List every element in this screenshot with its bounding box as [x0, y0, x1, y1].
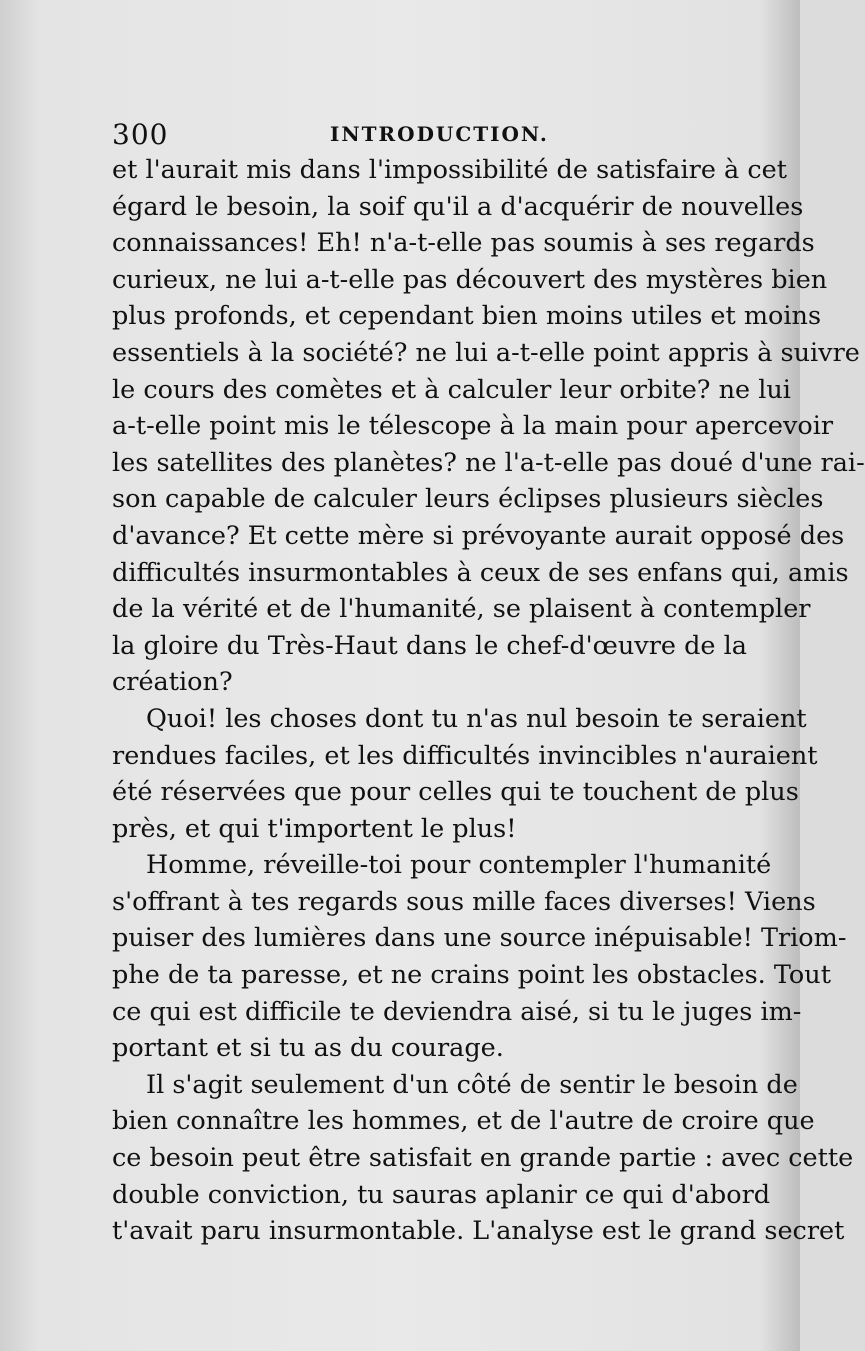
text-line: s'offrant à tes regards sous mille faces diverses! Viens	[112, 886, 816, 917]
text-line: de la vérité et de l'humanité, se plaisent à contempler	[112, 594, 811, 625]
text-line: essentiels à la société? ne lui a-t-elle point appris à suivre	[112, 337, 860, 368]
page-number: 300	[112, 118, 169, 151]
text-line: phe de ta paresse, et ne crains point les obstacles. Tout	[112, 960, 831, 991]
text-line: puiser des lumières dans une source inépuisable! Triom-	[112, 923, 847, 954]
text-line: été réservées que pour celles qui te touchent de plus	[112, 777, 799, 808]
text-line: ce besoin peut être satisfait en grande partie : avec cette	[112, 1143, 854, 1174]
text-line: plus profonds, et cependant bien moins utiles et moins	[112, 301, 822, 332]
text-line: les satellites des planètes? ne l'a-t-elle pas doué d'une rai-	[112, 447, 865, 478]
text-line: t'avait paru insurmontable. L'analyse est le grand secret	[112, 1216, 845, 1247]
text-line: près, et qui t'importent le plus!	[112, 813, 517, 844]
text-line: création?	[112, 667, 233, 698]
text-line: portant et si tu as du courage.	[112, 1033, 504, 1064]
text-line: a-t-elle point mis le télescope à la main pour apercevoir	[112, 411, 834, 442]
text-line: et l'aurait mis dans l'impossibilité de satisfaire à cet	[112, 155, 787, 185]
text-line: difficultés insurmontables à ceux de ses enfans qui, amis	[112, 557, 849, 588]
text-line: double conviction, tu sauras aplanir ce qui d'abord	[112, 1179, 771, 1210]
text-line: la gloire du Très-Haut dans le chef-d'œuvre de la	[112, 630, 747, 661]
text-line: rendues faciles, et les difficultés invincibles n'auraient	[112, 740, 818, 771]
text-line: curieux, ne lui a-t-elle pas découvert des mystères bien	[112, 264, 828, 295]
text-line: bien connaître les hommes, et de l'autre de croire que	[112, 1106, 815, 1137]
text-line: son capable de calculer leurs éclipses plusieurs siècles	[112, 484, 824, 515]
text-line: Il s'agit seulement d'un côté de sentir le besoin de	[146, 1069, 798, 1100]
text-line: ce qui est difficile te deviendra aisé, si tu le juges im-	[112, 996, 802, 1027]
text-line: connaissances! Eh! n'a-t-elle pas soumis à ses regards	[112, 228, 815, 259]
text-line: Quoi! les choses dont tu n'as nul besoin te seraient	[146, 703, 807, 734]
page-header	[112, 118, 732, 151]
text-line: le cours des comètes et à calculer leur orbite? ne lui	[112, 374, 791, 405]
text-line: Homme, réveille-toi pour contempler l'humanité	[146, 850, 772, 881]
body-text	[112, 152, 865, 1250]
running-head: INTRODUCTION.	[330, 122, 549, 146]
text-line: d'avance? Et cette mère si prévoyante aurait opposé des	[112, 520, 845, 551]
text-line: égard le besoin, la soif qu'il a d'acquérir de nouvelles	[112, 191, 804, 222]
